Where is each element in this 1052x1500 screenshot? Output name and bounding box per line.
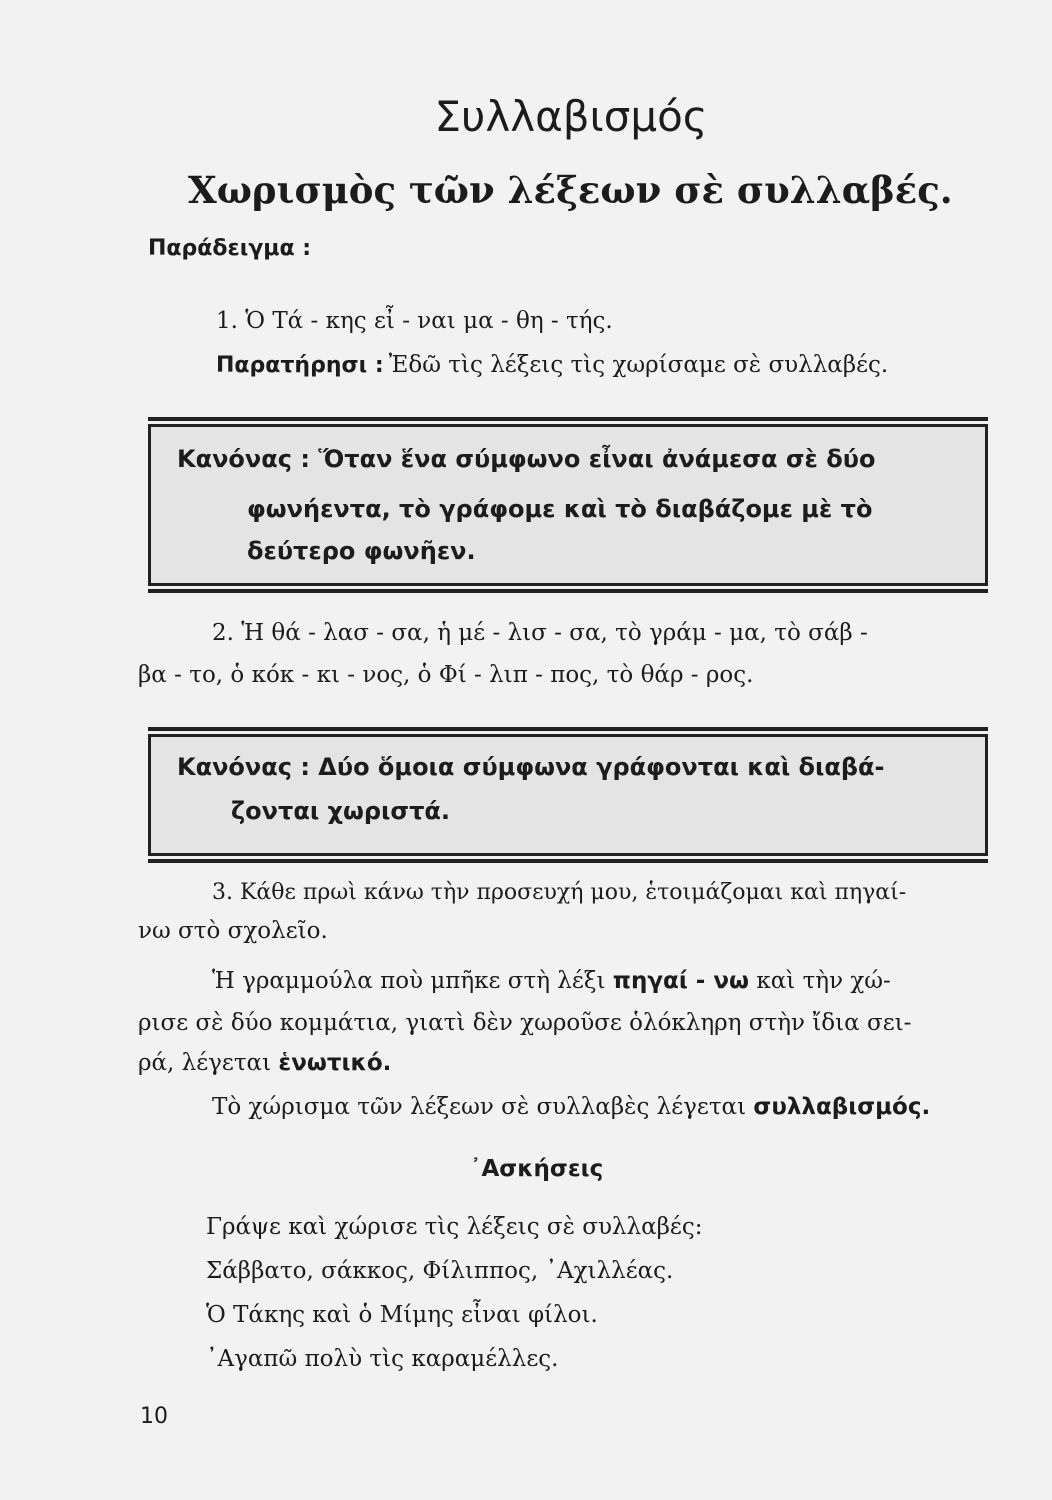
paragraph-1-text-c: ρά, λέγεται [138, 1050, 279, 1076]
rule-2-text-1: Δύο ὅμοια σύμφωνα γράφονται καὶ διαβά- [318, 753, 885, 781]
rule-box-2-top-line [148, 727, 988, 731]
example-label: Παράδειγμα : [148, 236, 312, 261]
paragraph-1-line-2: ρισε σὲ δύο κομμάτια, γιατὶ δὲν χωροῦσε ὁλόκληρη στὴν ἴδια σει- [138, 1010, 912, 1036]
rule-2-line-1 [177, 747, 884, 787]
rule-2-line-2: ζονται χωριστά. [231, 797, 451, 825]
rule-1-line-3: δεύτερο φωνῆεν. [247, 537, 476, 565]
observation-text: Ἐδῶ τὶς λέξεις τὶς χωρίσαμε σὲ συλλαβές. [388, 352, 889, 378]
paragraph-1-text-a: Ἡ γραμμούλα ποὺ μπῆκε στὴ λέξι [212, 968, 613, 994]
page-title: Συλλαβισμός [434, 92, 708, 141]
observation-line [216, 352, 888, 378]
page-number: 10 [140, 1404, 168, 1429]
rule-2-label: Κανόνας : [177, 753, 310, 781]
paragraph-2 [212, 1094, 930, 1120]
section-subtitle: Χωρισμὸς τῶν λέξεων σὲ συλλαβές. [188, 168, 953, 212]
rule-box-2 [148, 734, 988, 856]
example-1: 1. Ὁ Τά - κης εἶ - ναι μα - θη - τής. [216, 308, 613, 334]
rule-1-label: Κανόνας : [177, 445, 310, 473]
exercise-item-3: ᾿Αγαπῶ πολὺ τὶς καραμέλλες. [206, 1346, 559, 1372]
exercise-item-1: Σάββατο, σάκκος, Φίλιππος, ᾿Αχιλλέας. [206, 1258, 674, 1284]
rule-box-1 [148, 424, 988, 586]
example-3-line-2: νω στὸ σχολεῖο. [138, 918, 328, 944]
exercise-intro: Γράψε καὶ χώρισε τὶς λέξεις σὲ συλλαβές: [206, 1214, 703, 1240]
hyphenated-word: πηγαί - νω [612, 968, 750, 994]
paragraph-1-line-3 [138, 1050, 391, 1076]
paragraph-2-text: Τὸ χώρισμα τῶν λέξεων σὲ συλλαβὲς λέγεται [212, 1094, 754, 1120]
paragraph-1-line-1 [212, 968, 891, 994]
exercises-title: ᾿Ασκήσεις [470, 1156, 604, 1182]
term-syllabismos: συλλαβισμός. [753, 1094, 931, 1120]
example-2-line-2: βα - το, ὁ κόκ - κι - νος, ὁ Φί - λιπ - πος, τὸ θάρ - ρος. [138, 662, 754, 688]
rule-box-1-bottom-line [148, 589, 988, 593]
rule-1-text-1: Ὅταν ἕνα σύμφωνο εἶναι ἀνάμεσα σὲ δύο [318, 445, 876, 473]
example-2-line-1: 2. Ἡ θά - λασ - σα, ἡ μέ - λισ - σα, τὸ γράμ - μα, τὸ σάβ - [212, 620, 868, 646]
term-enotiko: ἑνωτικό. [278, 1050, 392, 1076]
rule-1-line-1 [177, 439, 875, 479]
observation-label: Παρατήρησι : [216, 353, 384, 378]
rule-1-line-2: φωνήεντα, τὸ γράφομε καὶ τὸ διαβάζομε μὲ τὸ [247, 495, 873, 523]
paragraph-1-text-b: καὶ τὴν χώ- [749, 968, 891, 994]
rule-box-1-top-line [148, 417, 988, 421]
example-3-line-1: 3. Κάθε πρωὶ κάνω τὴν προσευχή μου, ἑτοιμάζομαι καὶ πηγαί- [212, 880, 907, 905]
rule-box-2-bottom-line [148, 859, 988, 863]
exercise-item-2: Ὁ Τάκης καὶ ὁ Μίμης εἶναι φίλοι. [206, 1302, 598, 1328]
